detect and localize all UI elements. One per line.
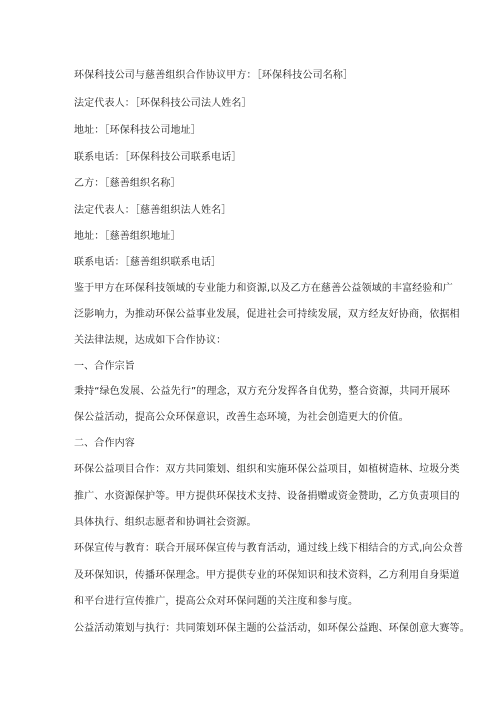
preamble-line-3: 关法律法规，达成如下合作协议： xyxy=(74,335,227,346)
section-heading-content: 二、合作内容 xyxy=(74,438,135,449)
preamble-line-2: 泛影响力，为推动环保公益事业发展，促进社会可持续发展，双方经友好协商，依据相 xyxy=(74,309,460,320)
content-activity-line-1: 公益活动策划与执行：共同策划环保主题的公益活动，如环保公益跑、环保创意大赛等。 xyxy=(74,623,470,634)
content-education-line-3: 和平台进行宣传推广，提高公众对环保问题的关注度和参与度。 xyxy=(74,596,359,607)
content-education-line-1: 环保宣传与教育：联合开展环保宣传与教育活动，通过线上线下相结合的方式,向公众普 xyxy=(74,543,464,554)
content-education-line-2: 及环保知识，传播环保理念。甲方提供专业的环保知识和技术资料，乙方利用自身渠道 xyxy=(74,570,460,581)
content-project-line-3: 具体执行、组织志愿者和协调社会资源。 xyxy=(74,517,257,528)
content-project-line-2: 推广、水资源保护等。甲方提供环保技术支持、设备捐赠或资金赞助，乙方负责项目的 xyxy=(74,491,460,502)
party-b-name: 乙方：［慈善组织名称］ xyxy=(74,178,181,189)
section-heading-purpose: 一、合作宗旨 xyxy=(74,361,135,372)
party-a-address: 地址：［环保科技公司地址］ xyxy=(74,125,201,136)
purpose-line-2: 保公益活动，提高公众环保意识，改善生态环境，为社会创造更大的价值。 xyxy=(74,412,409,423)
party-a-legal-rep: 法定代表人：［环保科技公司法人姓名］ xyxy=(74,98,252,109)
preamble-line-1: 鉴于甲方在环保科技领域的专业能力和资源,以及乙方在慈善公益领域的丰富经验和广 xyxy=(74,283,453,294)
party-b-phone: 联系电话：［慈善组织联系电话］ xyxy=(74,257,222,268)
party-b-legal-rep: 法定代表人：［慈善组织法人姓名］ xyxy=(74,205,232,216)
party-a-phone: 联系电话：［环保科技公司联系电话］ xyxy=(74,152,242,163)
purpose-line-1: 秉持“绿色发展、公益先行”的理念，双方充分发挥各自优势，整合资源，共同开展环 xyxy=(74,386,451,397)
party-b-address: 地址：［慈善组织地址］ xyxy=(74,231,181,242)
agreement-title-party-a: 环保科技公司与慈善组织合作协议甲方：［环保科技公司名称］ xyxy=(74,70,354,81)
content-project-line-1: 环保公益项目合作：双方共同策划、组织和实施环保公益项目，如植树造林、垃圾分类 xyxy=(74,464,460,475)
